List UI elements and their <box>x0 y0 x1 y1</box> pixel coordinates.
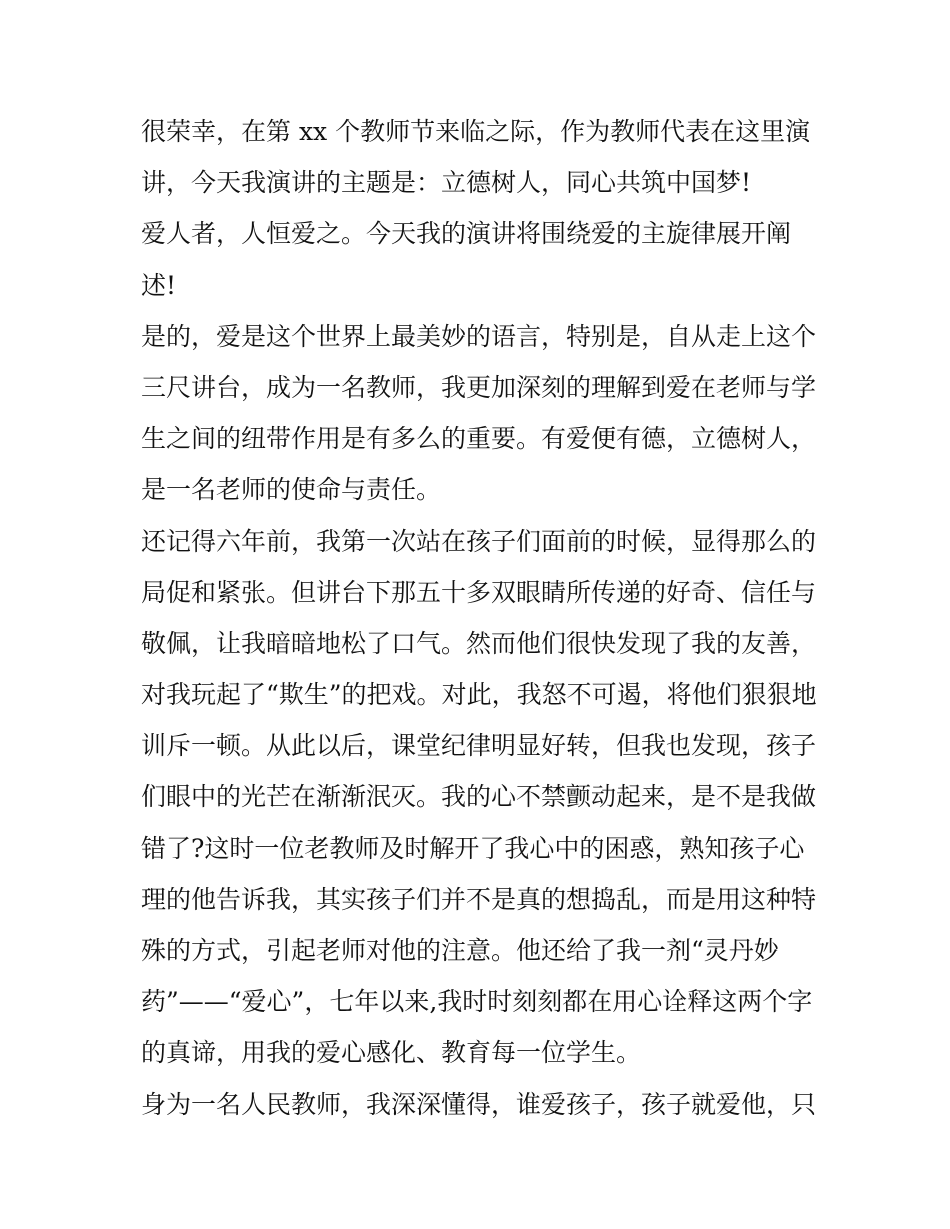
text-line: 局促和紧张。但讲台下那五十多双眼睛所传递的好奇、信任与 <box>141 577 817 607</box>
text-line: 错了?这时一位老教师及时解开了我心中的困惑，熟知孩子心 <box>141 833 805 863</box>
text-line: 敬佩，让我暗暗地松了口气。然而他们很快发现了我的友善， <box>141 628 817 658</box>
text-line: 还记得六年前，我第一次站在孩子们面前的时候，显得那么的 <box>141 526 817 556</box>
text-line: 的真谛，用我的爱心感化、教育每一位学生。 <box>141 1038 642 1068</box>
text-line: 述! <box>141 270 177 300</box>
text-line: 生之间的纽带作用是有多么的重要。有爱便有德，立德树人， <box>141 424 817 454</box>
text-line: 理的他告诉我，其实孩子们并不是真的想捣乱，而是用这种特 <box>141 884 817 914</box>
text-line: 药”——“爱心”，七年以来,我时时刻刻都在用心诠释这两个字 <box>141 987 813 1017</box>
text-line: 爱人者，人恒爱之。今天我的演讲将围绕爱的主旋律展开阐 <box>141 219 792 249</box>
text-line: 们眼中的光芒在渐渐泯灭。我的心不禁颤动起来，是不是我做 <box>141 782 817 812</box>
text-line: 三尺讲台，成为一名教师，我更加深刻的理解到爱在老师与学 <box>141 372 817 402</box>
text-line: 是一名老师的使命与责任。 <box>141 475 442 505</box>
text-line: 是的，爱是这个世界上最美妙的语言，特别是，自从走上这个 <box>141 321 817 351</box>
text-line: 身为一名人民教师，我深深懂得，谁爱孩子，孩子就爱他，只 <box>141 1089 817 1119</box>
text-line: 讲，今天我演讲的主题是：立德树人，同心共筑中国梦! <box>141 168 752 198</box>
text-line: 很荣幸，在第 xx 个教师节来临之际，作为教师代表在这里演 <box>141 117 811 146</box>
speech-text <box>141 106 821 1130</box>
text-line: 殊的方式，引起老师对他的注意。他还给了我一剂“灵丹妙 <box>141 936 779 965</box>
text-line: 训斥一顿。从此以后，课堂纪律明显好转，但我也发现，孩子 <box>141 731 817 761</box>
text-line: 对我玩起了“欺生”的把戏。对此，我怒不可遏，将他们狠狠地 <box>141 680 817 710</box>
